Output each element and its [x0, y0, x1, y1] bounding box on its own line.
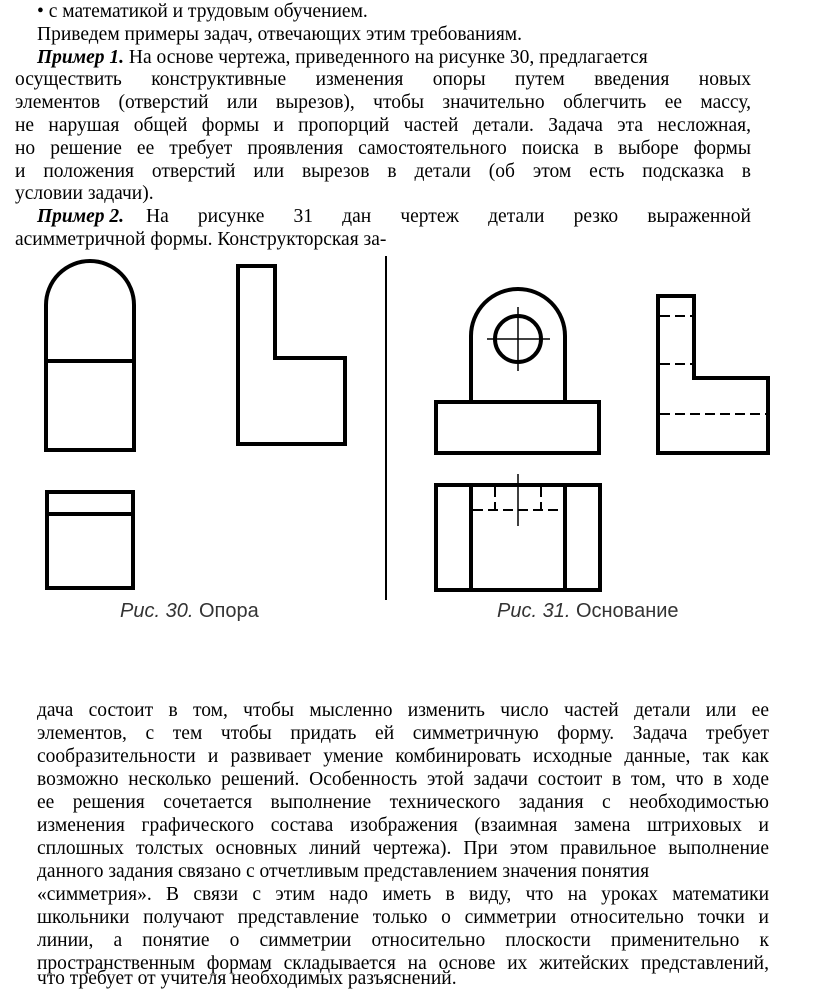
example1-last-line: условии задачи). [15, 183, 154, 204]
example1-line: элементов (отверстий или вырезов), чтобы значительно облегчить ее массу, [15, 92, 751, 113]
intro-line: Приведем примеры задач, отвечающих этим требованиям. [37, 24, 523, 45]
body-last-line: что требует от учителя необходимых разъяснений. [37, 968, 457, 989]
figure-30-title: Опора [198, 600, 259, 622]
body-line: ее решения сочетается выполнение технического задания с необходимостью [37, 792, 769, 813]
body-line: сообразительности и развивает умение комбинировать исходные данные, так как [37, 746, 769, 767]
body-line: «симметрия». В связи с этим надо иметь в виду, что на уроках математики [37, 884, 769, 905]
body-line: сплошных толстых основных линий чертежа). При этом правильное выполнение [37, 838, 769, 859]
example1-label: Пример 1. [37, 47, 125, 68]
fig30-front-view [46, 261, 134, 450]
example2-last-line: асимметричной формы. Конструкторская за- [15, 229, 387, 250]
example1-line: осуществить конструктивные изменения опоры путем введения новых [15, 69, 751, 90]
body-line: элементов, с тем чтобы придать ей симметричную форму. Задача требует [37, 723, 769, 744]
example2-first-text: На рисунке 31 дан чертеж детали резко выраженной [146, 206, 751, 227]
example1-line: но решение ее требует проявления самостоятельного поиска в выборе формы [15, 138, 751, 159]
body-line: изменения графического состава изображения (взаимная замена штриховых и [37, 815, 769, 836]
fig30-side-view [238, 266, 345, 444]
body-line: возможно несколько решений. Особенность этой задачи состоит в том, что в ходе [37, 769, 769, 790]
example1-first-text: На основе чертежа, приведенного на рисунке 30, предлагается [128, 47, 648, 68]
body-line: данного задания связано с отчетливым представлением значения понятия [37, 861, 650, 882]
example1-line: не нарушая общей формы и пропорций частей детали. Задача эта несложная, [15, 115, 751, 136]
figure-31-title: Основание [575, 600, 679, 622]
body-line: школьники получают представление только о симметрии относительно точки и [37, 907, 769, 928]
figure-30-caption [120, 600, 259, 623]
figure-30-number: Рис. 30. [120, 600, 194, 622]
example2-label: Пример 2. [37, 206, 125, 227]
figure-31-number: Рис. 31. [497, 600, 571, 622]
fig31-side-view [658, 296, 768, 453]
fig30-top-view [47, 492, 133, 588]
body-line: пространственным формам складывается на основе их житейских представлений, [37, 953, 769, 974]
figure-31-caption [497, 600, 679, 623]
example1-line: и положения отверстий или вырезов в детали (об этом есть подсказка в [15, 161, 751, 182]
body-line: линии, а понятие о симметрии относительно плоскости применительно к [37, 930, 769, 951]
body-line: дача состоит в том, чтобы мысленно изменить число частей детали или ее [37, 700, 769, 721]
bullet-line: • с математикой и трудовым обучением. [37, 1, 368, 22]
